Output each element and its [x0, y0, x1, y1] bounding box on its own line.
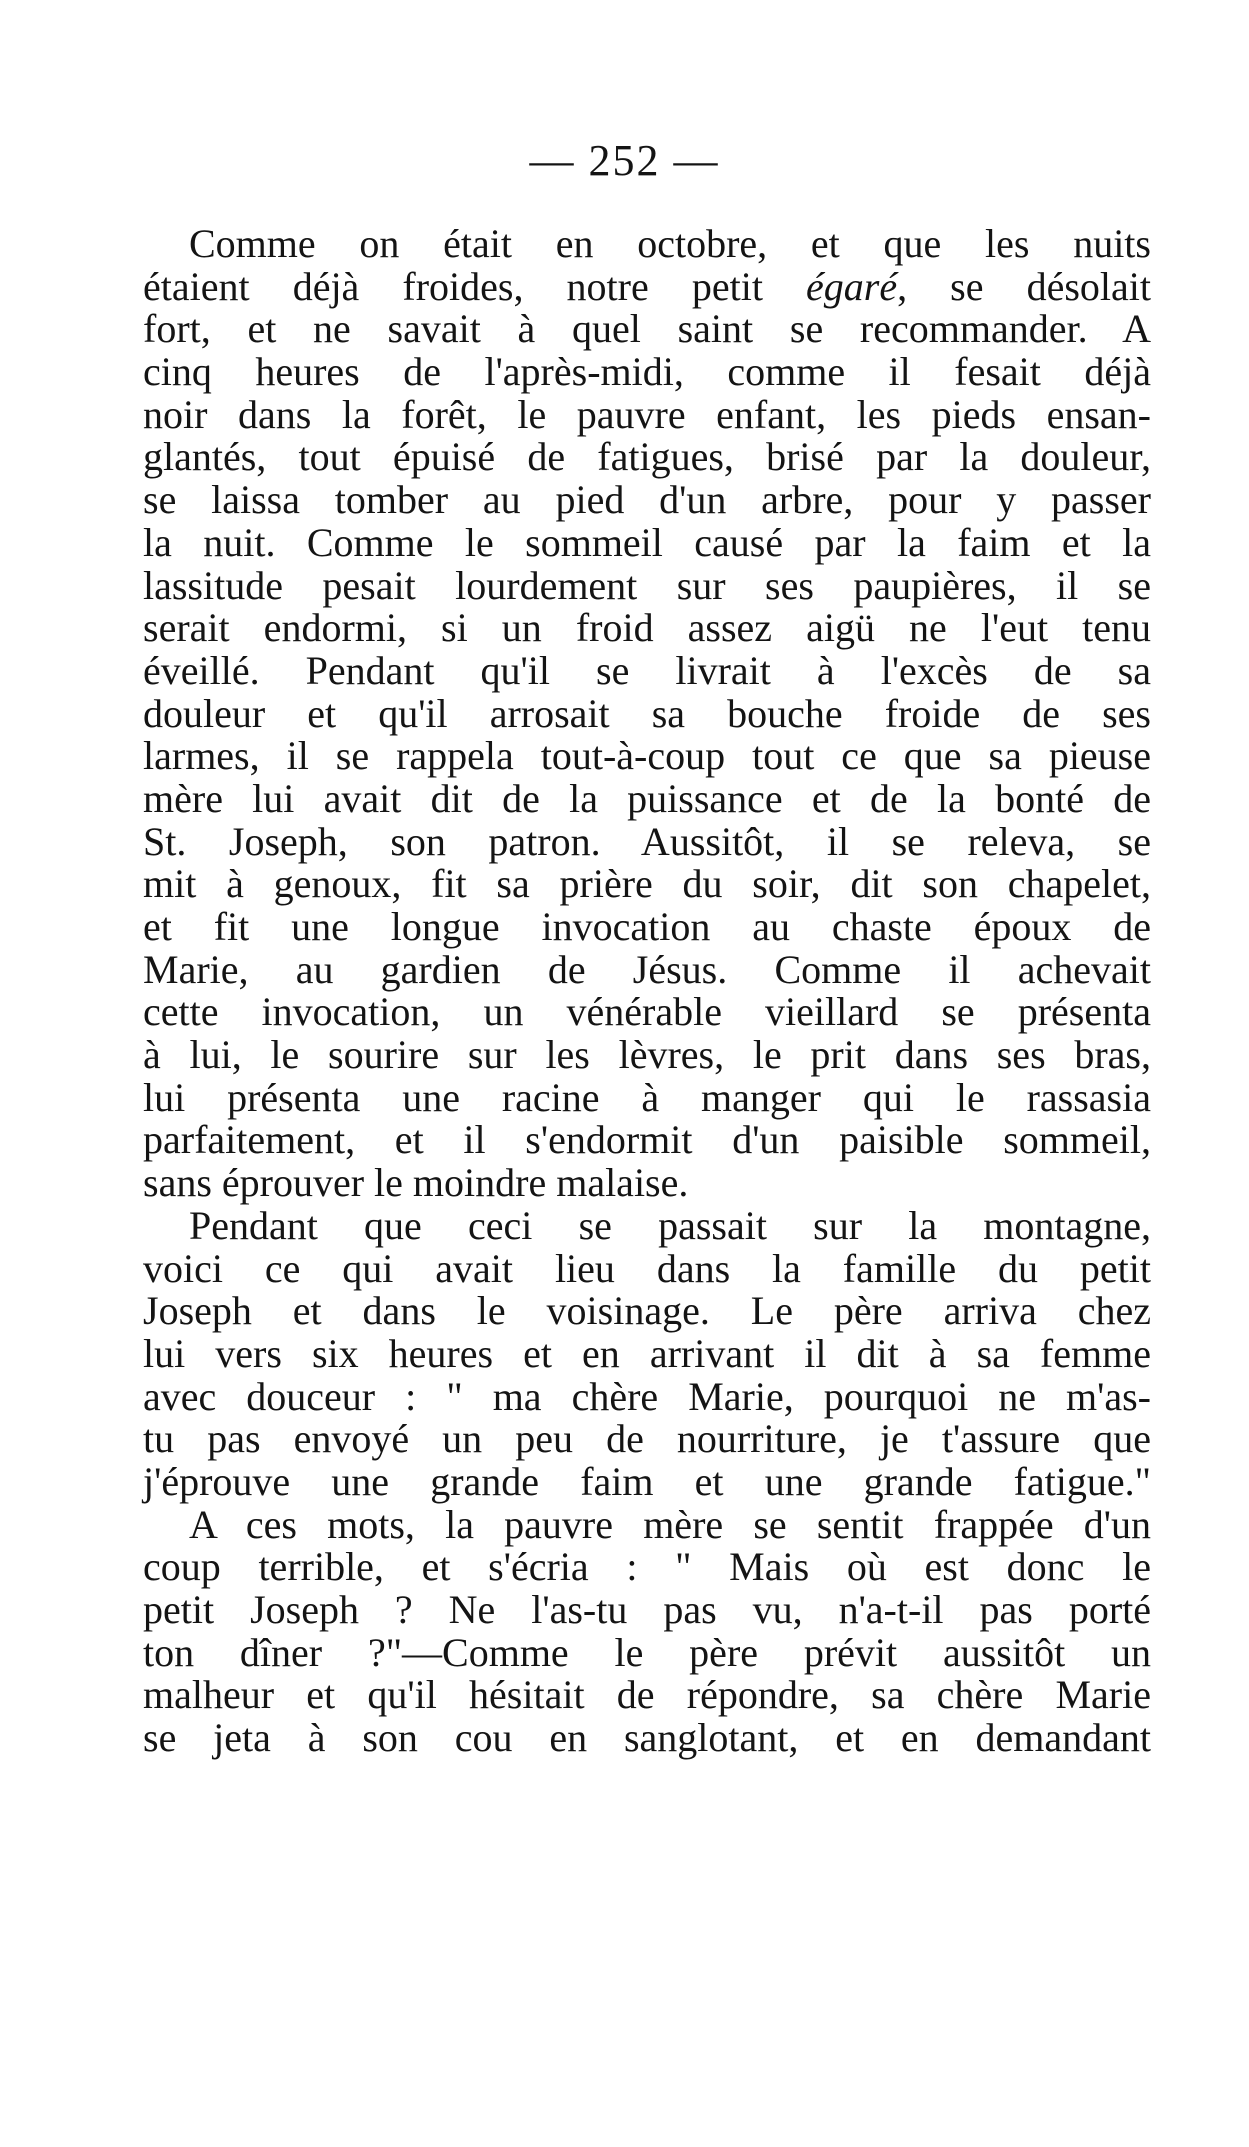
text-line-27: lui vers six heures et en arrivant il dit à sa femme: [143, 1330, 1151, 1376]
text-line-20: à lui, le sourire sur les lèvres, le prit dans ses bras,: [143, 1032, 1151, 1078]
text-line-26: Joseph et dans le voisinage. Le père arriva chez: [143, 1288, 1151, 1334]
text-line-30: j'éprouve une grande faim et une grande fatigue.": [143, 1458, 1151, 1504]
text-line-34: ton dîner ?"—Comme le père prévit aussitôt un: [143, 1629, 1151, 1675]
text-line-7: se laissa tomber au pied d'un arbre, pour y passer: [143, 477, 1151, 523]
italic-word: égaré: [806, 263, 898, 309]
text-line-8: la nuit. Comme le sommeil causé par la faim et la: [143, 519, 1151, 565]
text-line-10: serait endormi, si un froid assez aigü ne l'eut tenu: [143, 605, 1151, 651]
text-line-32: coup terrible, et s'écria : " Mais où est donc le: [143, 1544, 1151, 1590]
text-line-19: cette invocation, un vénérable vieillard se présenta: [143, 989, 1151, 1035]
text-line-5: noir dans la forêt, le pauvre enfant, les pieds ensan-: [143, 391, 1151, 437]
text-line-31: A ces mots, la pauvre mère se sentit frappée d'un: [189, 1501, 1151, 1547]
text-line-14: mère lui avait dit de la puissance et de la bonté de: [143, 775, 1151, 821]
text-line-17: et fit une longue invocation au chaste époux de: [143, 904, 1151, 949]
text-line-21: lui présenta une racine à manger qui le rassasia: [143, 1074, 1151, 1120]
body-text: [143, 223, 1151, 1760]
text-line-15: St. Joseph, son patron. Aussitôt, il se releva, se: [143, 818, 1151, 864]
text-line-18: Marie, au gardien de Jésus. Comme il achevait: [143, 946, 1151, 992]
text-line-1: Comme on était en octobre, et que les nuits: [189, 221, 1151, 266]
text-line-24: Pendant que ceci se passait sur la montagne,: [189, 1202, 1151, 1248]
text-line-28: avec douceur : " ma chère Marie, pourquoi ne m'as-: [143, 1373, 1151, 1419]
text-line-6: glantés, tout épuisé de fatigues, brisé par la douleur,: [143, 434, 1151, 480]
text-line-12: douleur et qu'il arrosait sa bouche froide de ses: [143, 690, 1151, 736]
text-line-36: se jeta à son cou en sanglotant, et en demandant: [143, 1715, 1151, 1761]
text-line-9: lassitude pesait lourdement sur ses paupières, il se: [143, 562, 1151, 608]
text-line-25: voici ce qui avait lieu dans la famille du petit: [143, 1245, 1151, 1291]
text-line-33: petit Joseph ? Ne l'as-tu pas vu, n'a-t-il pas porté: [143, 1587, 1151, 1632]
text-line-35: malheur et qu'il hésitait de répondre, sa chère Marie: [143, 1672, 1151, 1718]
text-line-29: tu pas envoyé un peu de nourriture, je t'assure que: [143, 1416, 1151, 1462]
text-line-2: étaient déjà froides, notre petit égaré, se désolait: [143, 263, 1152, 309]
text-line-22: parfaitement, et il s'endormit d'un paisible sommeil,: [143, 1117, 1151, 1163]
text-line-4: cinq heures de l'après-midi, comme il fesait déjà: [143, 349, 1151, 395]
text-line-11: éveillé. Pendant qu'il se livrait à l'excès de sa: [143, 647, 1151, 693]
page-number: — 252 —: [529, 136, 720, 185]
text-line-3: fort, et ne savait à quel saint se recommander. A: [143, 306, 1151, 352]
text-line-16: mit à genoux, fit sa prière du soir, dit son chapelet,: [143, 861, 1151, 907]
text-line-23: sans éprouver le moindre malaise.: [143, 1160, 689, 1206]
text-line-13: larmes, il se rappela tout-à-coup tout ce que sa pieuse: [143, 733, 1151, 779]
